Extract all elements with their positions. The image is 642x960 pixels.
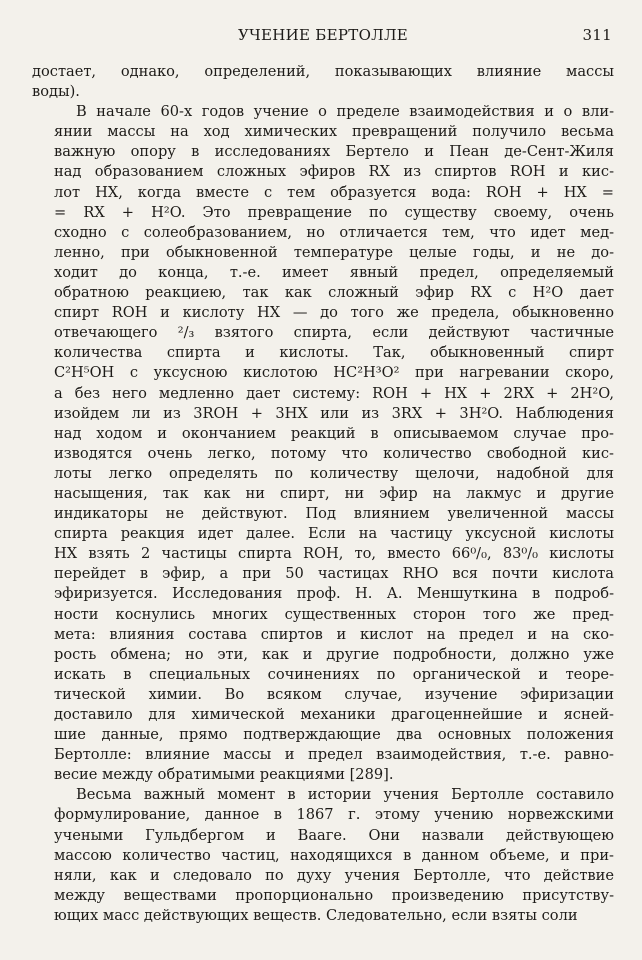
text-line: няли, как и следовало по духу учения Бертолле, что действие	[54, 866, 614, 884]
text-line: шие данные, прямо подтверждающие два основных положения	[54, 726, 614, 744]
text-line: индикаторы не действуют. Под влиянием увеличенной массы	[54, 505, 614, 523]
text-line: изводятся очень легко, потому что количество свободной кис-	[54, 444, 614, 462]
text-line: а без него медленно дает систему: ROH + HX + 2RX + 2H²O,	[54, 384, 614, 402]
text-line: ходит до конца, т.-е. имеет явный предел, определяемый	[54, 263, 614, 281]
text-line: отвечающего ²/₃ взятого спирта, если действуют частичные	[54, 324, 614, 342]
paragraph	[32, 62, 614, 102]
text-line: массою количество частиц, находящихся в данном объеме, и при-	[54, 846, 614, 864]
text-line: = RX + H²O. Это превращение по существу своему, очень	[54, 203, 614, 221]
text-line: весие между обратимыми реакциями [289].	[54, 766, 394, 784]
paragraph	[32, 785, 614, 926]
text-line: обратною реакциею, так как сложный эфир RX с H²O дает	[54, 284, 614, 302]
text-line: важную опору в исследованиях Бертело и Пеан де-Сент-Жиля	[54, 143, 614, 161]
text-line: спирт ROH и кислоту HX — до того же предела, обыкновенно	[54, 304, 614, 322]
text-line: мета: влияния состава спиртов и кислот на предел и на ско-	[54, 625, 614, 643]
page-number: 311	[582, 26, 612, 44]
text-line: тической химии. Во всяком случае, изучение эфиризации	[54, 685, 614, 703]
text-line: ющих масс действующих веществ. Следовательно, если взяты соли	[54, 906, 578, 924]
book-page	[32, 0, 614, 960]
text-line: количества спирта и кислоты. Так, обыкновенный спирт	[54, 344, 614, 362]
running-title: УЧЕНИЕ БЕРТОЛЛЕ	[237, 26, 409, 44]
running-header	[32, 26, 614, 48]
text-line: между веществами пропорционально произведению присутству-	[54, 886, 614, 904]
text-line: эфиризуется. Исследования проф. Н. А. Меншуткина в подроб-	[54, 585, 614, 603]
text-line: рость обмена; но эти, как и другие подробности, должно уже	[54, 645, 614, 663]
text-line: ленно, при обыкновенной температуре целые годы, и не до-	[54, 243, 614, 261]
text-line: Бертолле: влияние массы и предел взаимодействия, т.-е. равно-	[54, 746, 614, 764]
text-line: лот HX, когда вместе с тем образуется вода: ROH + HX =	[54, 183, 614, 201]
text-line: формулирование, данное в 1867 г. этому учению норвежскими	[54, 806, 614, 824]
text-line: над ходом и окончанием реакций в описываемом случае про-	[54, 424, 614, 442]
text-line: достает, однако, определений, показывающих влияние массы	[32, 63, 614, 80]
text-line: спирта реакция идет далее. Если на частицу уксусной кислоты	[54, 525, 614, 543]
paragraph	[32, 102, 614, 785]
text-line: HX взять 2 частицы спирта ROH, то, вместо 66⁰/₀, 83⁰/₀ кислоты	[54, 545, 614, 563]
text-line: ности коснулись многих существенных сторон того же пред-	[54, 605, 614, 623]
text-line: янии массы на ход химических превращений получило весьма	[54, 123, 614, 141]
text-line: сходно с солеобразованием, но отличается тем, что идет мед-	[54, 223, 614, 241]
text-line: искать в специальных сочинениях по органической и теоре-	[54, 665, 614, 683]
text-line: Весьма важный момент в истории учения Бертолле составило	[76, 786, 614, 804]
text-line: C²H⁵OH с уксусною кислотою HC²H³O² при нагревании скоро,	[54, 364, 614, 382]
text-line: учеными Гульдбергом и Вааге. Они назвали действующею	[54, 826, 614, 844]
text-line: воды).	[32, 83, 80, 101]
page-body	[32, 62, 614, 926]
text-line: насыщения, так как ни спирт, ни эфир на лакмус и другие	[54, 484, 614, 502]
text-line: изойдем ли из 3ROH + 3HX или из 3RX + 3H²O. Наблюдения	[54, 404, 614, 422]
text-line: над образованием сложных эфиров RX из спиртов ROH и кис-	[54, 163, 614, 181]
text-line: перейдет в эфир, а при 50 частицах RHO вся почти кислота	[54, 565, 614, 583]
text-line: В начале 60-х годов учение о пределе взаимодействия и о вли-	[76, 103, 614, 121]
text-line: лоты легко определять по количеству щелочи, надобной для	[54, 464, 614, 482]
text-line: доставило для химической механики драгоценнейшие и ясней-	[54, 706, 614, 723]
